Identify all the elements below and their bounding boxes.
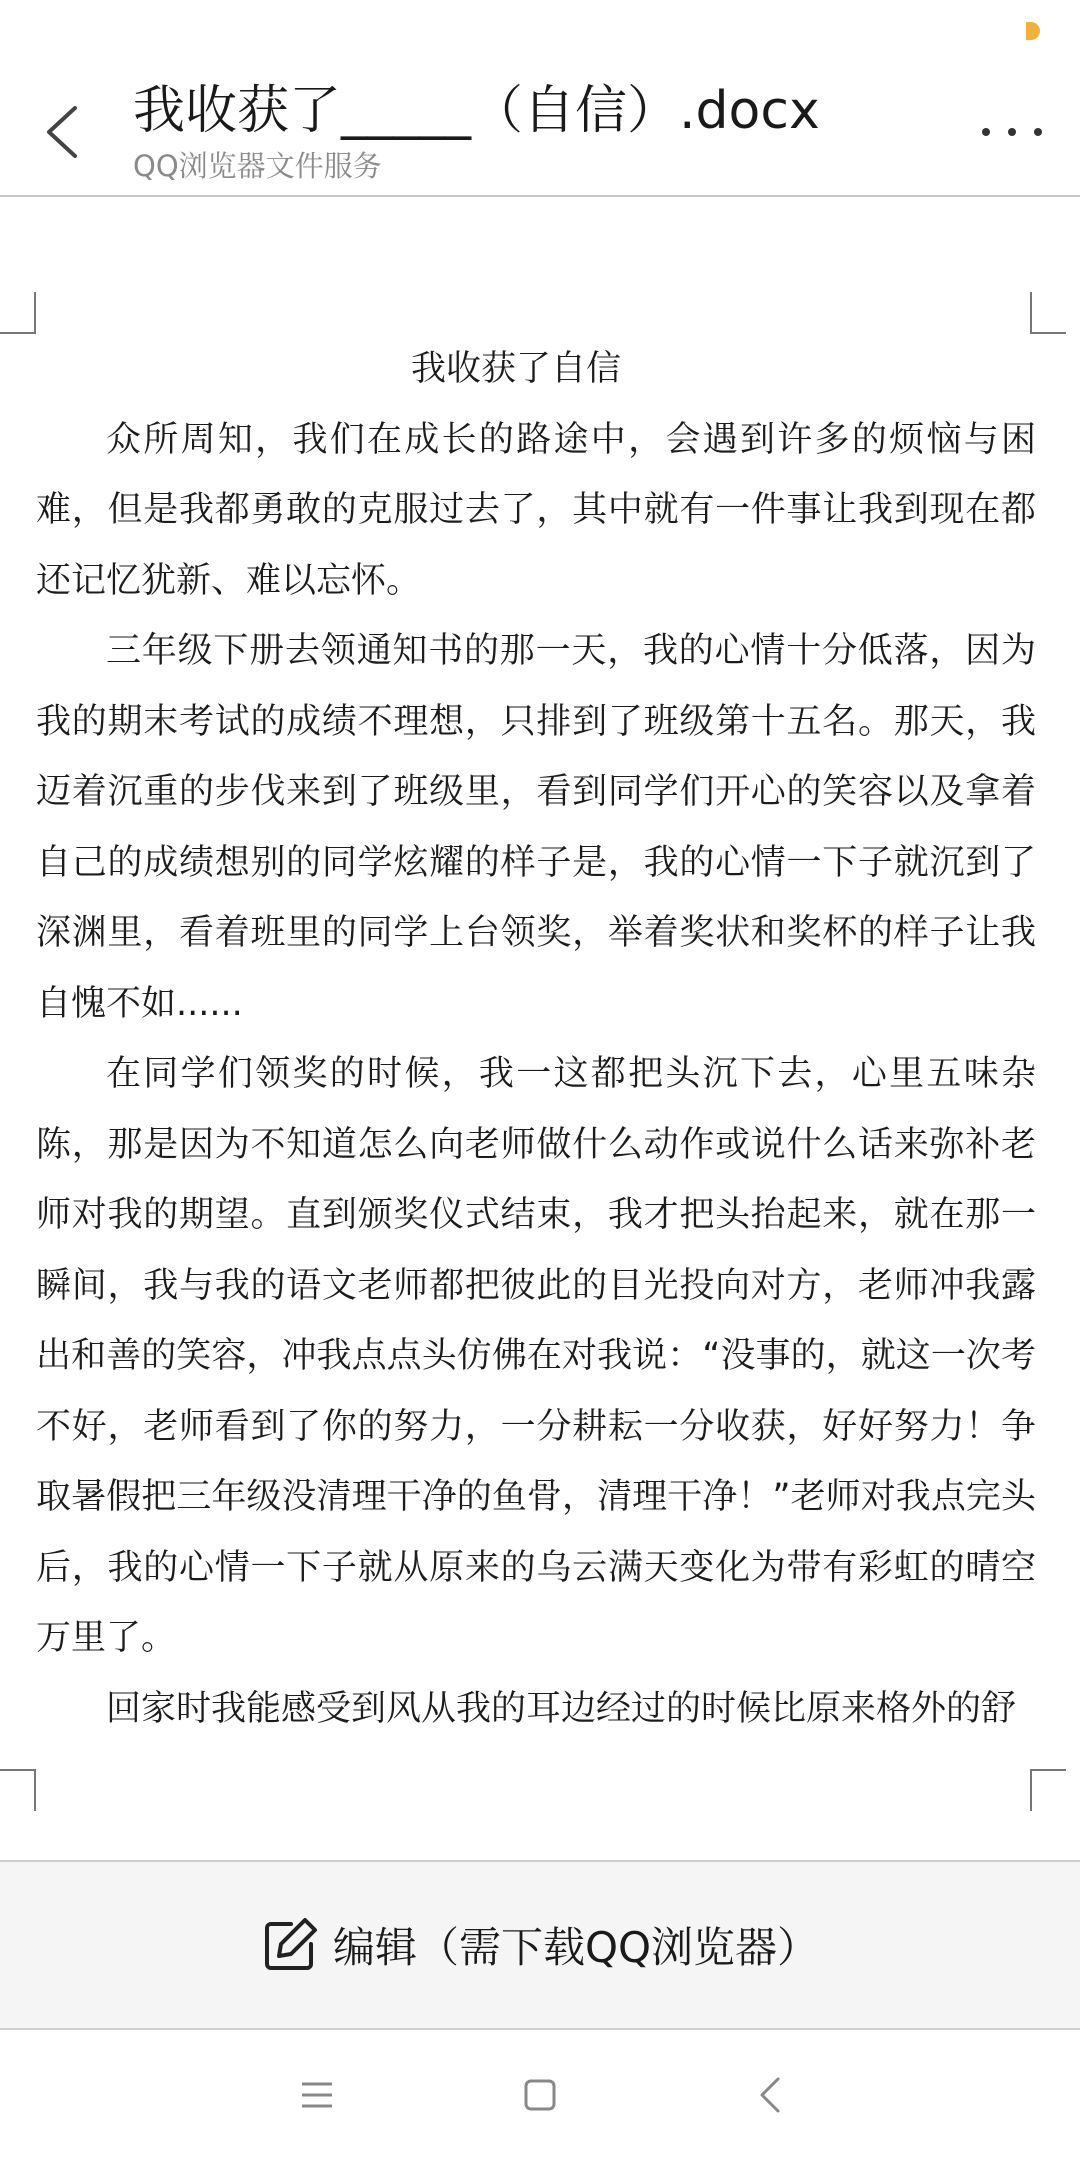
nav-menu-button[interactable]: [287, 2065, 347, 2125]
more-dots-icon: [1034, 128, 1042, 136]
edit-icon: [261, 1916, 319, 1974]
document-paragraph: 在同学们领奖的时候，我一这都把头沉下去，心里五味杂陈，那是因为不知道怎么向老师做什么动作或说什么话来弥补老师对我的期望。直到颁奖仪式结束，我才把头抬起来，就在那一瞬间，我与我的语文老师都把彼此的目光投向对方，老师冲我露出和善的笑容，冲我点点头仿佛在对我说：“没事的，就这一次考不好，老师看到了你的努力，一分耕耘一分收获，好好努力！争取暑假把三年级没清理干净的鱼骨，清理干净！”老师对我点完头后，我的心情一下子就从原来的乌云满天变化为带有彩虹的晴空万里了。: [36, 1054, 1036, 1658]
more-options-button[interactable]: [982, 112, 1042, 152]
page-corner-mark: [1030, 1769, 1066, 1811]
document-subtitle: QQ浏览器文件服务: [133, 149, 382, 183]
back-button[interactable]: [40, 100, 84, 164]
more-dots-icon: [1008, 128, 1016, 136]
menu-icon: [300, 2080, 334, 2110]
document-heading: 我收获了自信: [410, 349, 621, 389]
page-corner-mark: [1030, 292, 1066, 334]
document-paragraph: 三年级下册去领通知书的那一天，我的心情十分低落，因为我的期末考试的成绩不理想，只排到了班级第十五名。那天，我迈着沉重的步伐来到了班级里，看到同学们开心的笑容以及拿着自己的成绩想别的同学炫耀的样子是，我的心情一下子就沉到了深渊里，看着班里的同学上台领奖，举着奖状和奖杯的样子让我自愧不如......: [36, 631, 1036, 1024]
nav-back-button[interactable]: [740, 2065, 800, 2125]
page-corner-mark: [0, 292, 36, 334]
document-title: 我收获了_____（自信）.docx: [133, 81, 820, 141]
nav-home-button[interactable]: [510, 2065, 570, 2125]
page-corner-mark: [0, 1769, 36, 1811]
edit-button-label: 编辑（需下载QQ浏览器）: [332, 1923, 820, 1972]
document-paragraph: 众所周知，我们在成长的路途中，会遇到许多的烦恼与困难，但是我都勇敢的克服过去了，其中就有一件事让我到现在都还记忆犹新、难以忘怀。: [36, 419, 1036, 601]
chevron-left-icon: [45, 104, 79, 160]
edit-button[interactable]: [0, 1860, 1080, 2030]
system-navigation-bar: [0, 2030, 1080, 2160]
app-header: [0, 0, 1080, 197]
document-paragraph: 回家时我能感受到风从我的耳边经过的时候比原来格外的舒: [106, 1688, 1017, 1729]
home-square-icon: [523, 2078, 557, 2112]
document-body: [36, 334, 1036, 1744]
back-triangle-icon: [758, 2076, 782, 2114]
more-dots-icon: [982, 128, 990, 136]
